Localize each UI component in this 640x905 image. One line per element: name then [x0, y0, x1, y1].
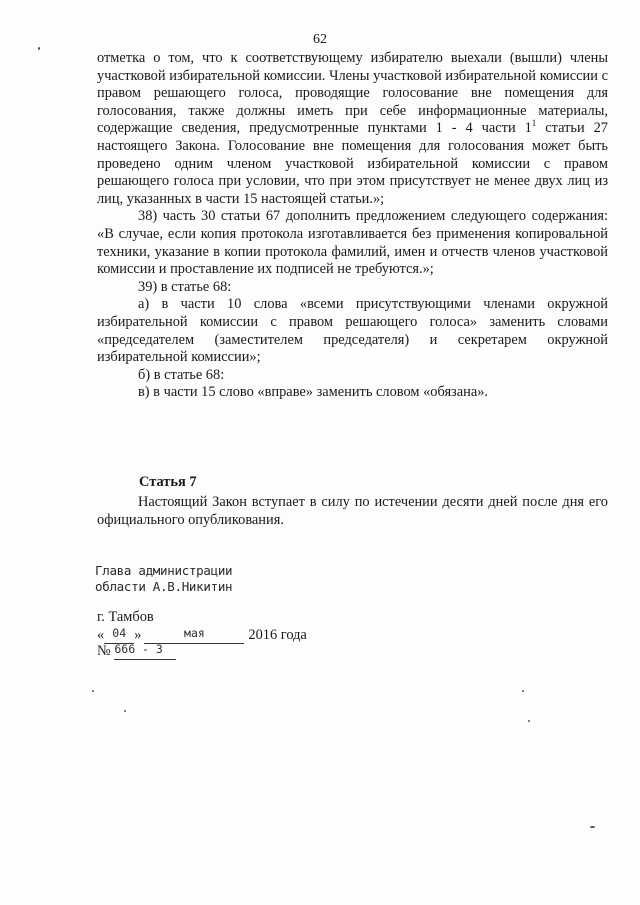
paragraph-text: статьи 27 настоящего Закона. Голосование вне помещения для голосования может быть проведено одним членом участковой избирательной комиссии с правом решающего голоса при условии, что при этом присутствует не менее двух лиц из лиц, указанных в части 15 настоящей статьи.»;: [97, 120, 608, 207]
paragraph-39b: б) в статье 68:: [138, 366, 225, 383]
number-line: [97, 643, 176, 660]
paragraph-39v: в) в части 15 слово «вправе» заменить словом «обязана».: [138, 384, 489, 401]
scan-speck: [124, 710, 126, 712]
date-day: 04: [112, 626, 127, 640]
paragraph-text: отметка о том, что к соответствующему избирателю выехали (вышли) члены участковой избирательной комиссии. Члены участковой избирательной комиссии с правом решающего голоса, проводящие голосование вне помещения для голосования, также должны иметь при себе информационные материалы, содержащие сведения, предусмотренные пунктами 1 - 4 части 1: [97, 50, 608, 137]
number-prefix: №: [97, 643, 111, 659]
scan-speck: [522, 690, 524, 692]
scan-speck: [38, 47, 40, 50]
body-text: [97, 50, 608, 402]
scan-speck: [528, 720, 530, 722]
signature-block: [95, 563, 232, 595]
scan-speck: [92, 690, 94, 692]
article-text: [97, 494, 608, 529]
paragraph-39a: а) в части 10 слова «всеми присутствующими членами окружной избирательной комиссии с правом решающего голоса» заменить словами «председателем (заместителем председателя) и секретарем окружной избирательной комиссии»;: [97, 296, 608, 366]
number-field: [114, 644, 176, 660]
scan-speck: [590, 826, 595, 828]
date-month: мая: [184, 626, 205, 640]
signature-name: области А.В.Никитин: [95, 579, 233, 594]
place: г. Тамбов: [97, 609, 154, 625]
date-open-quote: «: [97, 627, 105, 643]
paragraph-38: 38) часть 30 статьи 67 дополнить предложением следующего содержания: «В случае, если копия протокола изготавливается без применения копировальной техники, указание в копии протокола фамилий, имен и отчеств членов участковой комиссии и проставление их подписей не требуются.»;: [97, 208, 608, 278]
date-close-quote: »: [134, 627, 142, 643]
number-value: 666 - З: [114, 642, 163, 656]
date-year: 2016 года: [248, 627, 307, 643]
signature-title: Глава администрации: [95, 563, 233, 578]
paragraph-39: 39) в статье 68:: [138, 278, 232, 295]
page-number: 62: [313, 32, 327, 47]
article-heading: Статья 7: [139, 474, 197, 490]
superscript: 1: [531, 118, 537, 129]
article-paragraph: Настоящий Закон вступает в силу по истечении десяти дней после дня его официального опубликования.: [97, 494, 608, 528]
paragraph-continuation: [97, 50, 608, 208]
